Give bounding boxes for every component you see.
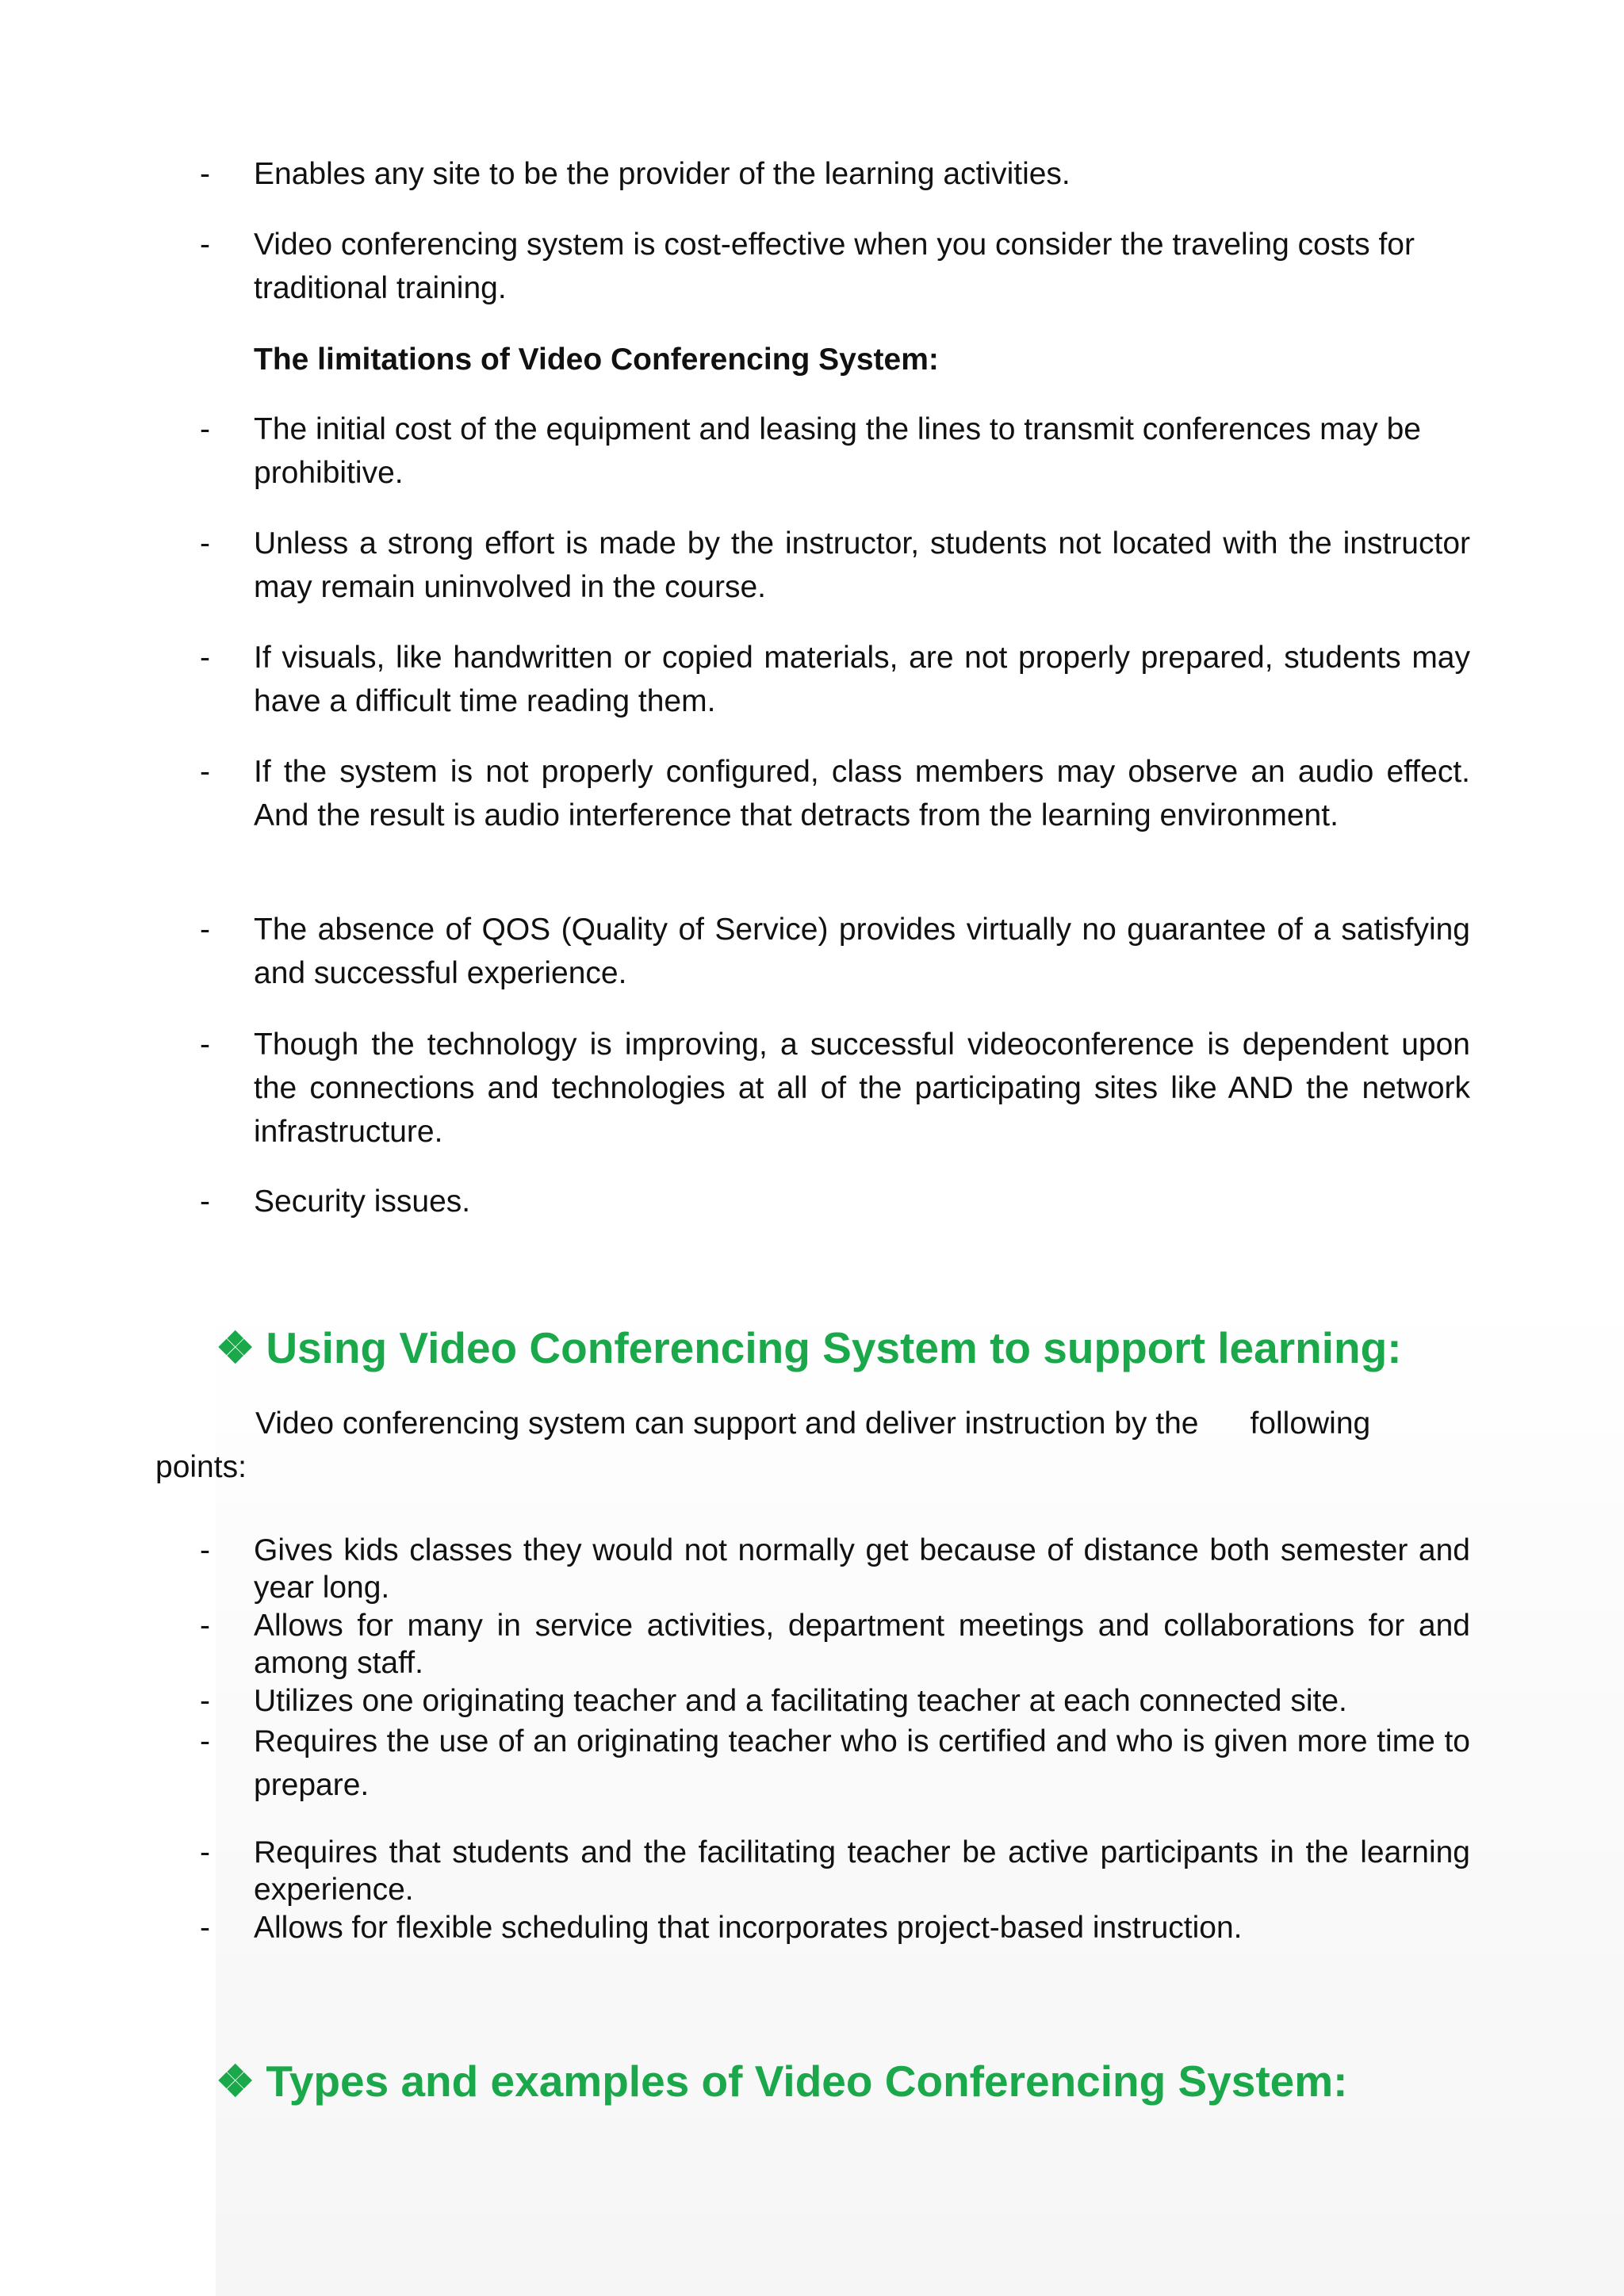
diamond-bullet-icon: ❖	[216, 1323, 255, 1372]
list-item	[200, 152, 1470, 196]
list-item-text: Gives kids classes they would not normally get because of distance both semester and year long.	[254, 1533, 1470, 1605]
list-item-text: Enables any site to be the provider of the learning activities.	[254, 157, 1071, 191]
dash-bullet: -	[200, 1911, 210, 1945]
section-title: Types and examples of Video Conferencing System:	[266, 2057, 1348, 2106]
list-item	[200, 223, 1470, 310]
list-item-text: Video conferencing system is cost-effective when you consider the traveling costs for traditional training.	[254, 228, 1415, 305]
list-item-text: Security issues.	[254, 1184, 471, 1219]
dash-bullet: -	[200, 1027, 210, 1062]
dash-bullet: -	[200, 157, 210, 191]
dash-bullet: -	[200, 755, 210, 789]
dash-bullet: -	[200, 1684, 210, 1718]
intro-line: Video conferencing system can support and deliver instruction by the following	[255, 1406, 1371, 1441]
section-heading-using	[216, 1320, 1402, 1376]
limitations-heading: The limitations of Video Conferencing System:	[254, 342, 939, 377]
section-heading-types	[216, 2053, 1348, 2109]
list-item	[200, 1532, 1470, 1606]
dash-bullet: -	[200, 526, 210, 561]
list-item-text: The initial cost of the equipment and leasing the lines to transmit conferences may be prohibitive.	[254, 412, 1421, 490]
list-item-text: Requires that students and the facilitating teacher be active participants in the learning experience.	[254, 1835, 1470, 1907]
list-item-text: Allows for many in service activities, department meetings and collaborations for and among staff.	[254, 1609, 1470, 1680]
list-item	[200, 408, 1470, 495]
list-item	[200, 636, 1470, 723]
section-intro	[155, 1402, 1472, 1489]
dash-bullet: -	[200, 1533, 210, 1567]
list-item-text: Utilizes one originating teacher and a facilitating teacher at each connected site.	[254, 1684, 1347, 1718]
list-item-text: Requires the use of an originating teacher who is certified and who is given more time to prepare.	[254, 1724, 1470, 1802]
list-item	[200, 908, 1470, 995]
list-item	[200, 1720, 1470, 1807]
dash-bullet: -	[200, 1184, 210, 1219]
section-title: Using Video Conferencing System to support learning:	[266, 1323, 1402, 1372]
list-item	[200, 1023, 1470, 1154]
list-item-text: Allows for flexible scheduling that incorporates project-based instruction.	[254, 1911, 1243, 1945]
dash-bullet: -	[200, 228, 210, 262]
list-item-text: If the system is not properly configured, class members may observe an audio effect. And the result is audio interference that detracts from the learning environment.	[254, 755, 1470, 832]
list-item	[200, 1180, 1470, 1223]
dash-bullet: -	[200, 1835, 210, 1869]
diamond-bullet-icon: ❖	[216, 2057, 255, 2106]
list-item-text: Unless a strong effort is made by the instructor, students not located with the instructor may remain uninvolved in the course.	[254, 526, 1470, 604]
list-item-text: If visuals, like handwritten or copied materials, are not properly prepared, students may have a difficult time reading them.	[254, 641, 1470, 718]
list-item	[200, 522, 1470, 609]
list-item-text: Though the technology is improving, a successful videoconference is dependent upon the connections and technologies at all of the participating sites like AND the network infrastructure.	[254, 1027, 1470, 1149]
dash-bullet: -	[200, 1609, 210, 1643]
dash-bullet: -	[200, 1724, 210, 1758]
list-item	[200, 1834, 1470, 1908]
dash-bullet: -	[200, 913, 210, 947]
list-item	[200, 1909, 1470, 1946]
list-item-text: The absence of QOS (Quality of Service) provides virtually no guarantee of a satisfying and successful experience.	[254, 913, 1470, 990]
dash-bullet: -	[200, 641, 210, 675]
intro-line: points:	[155, 1450, 247, 1484]
list-item	[200, 1607, 1470, 1682]
list-item	[200, 750, 1470, 837]
dash-bullet: -	[200, 412, 210, 446]
list-item	[200, 1682, 1470, 1720]
